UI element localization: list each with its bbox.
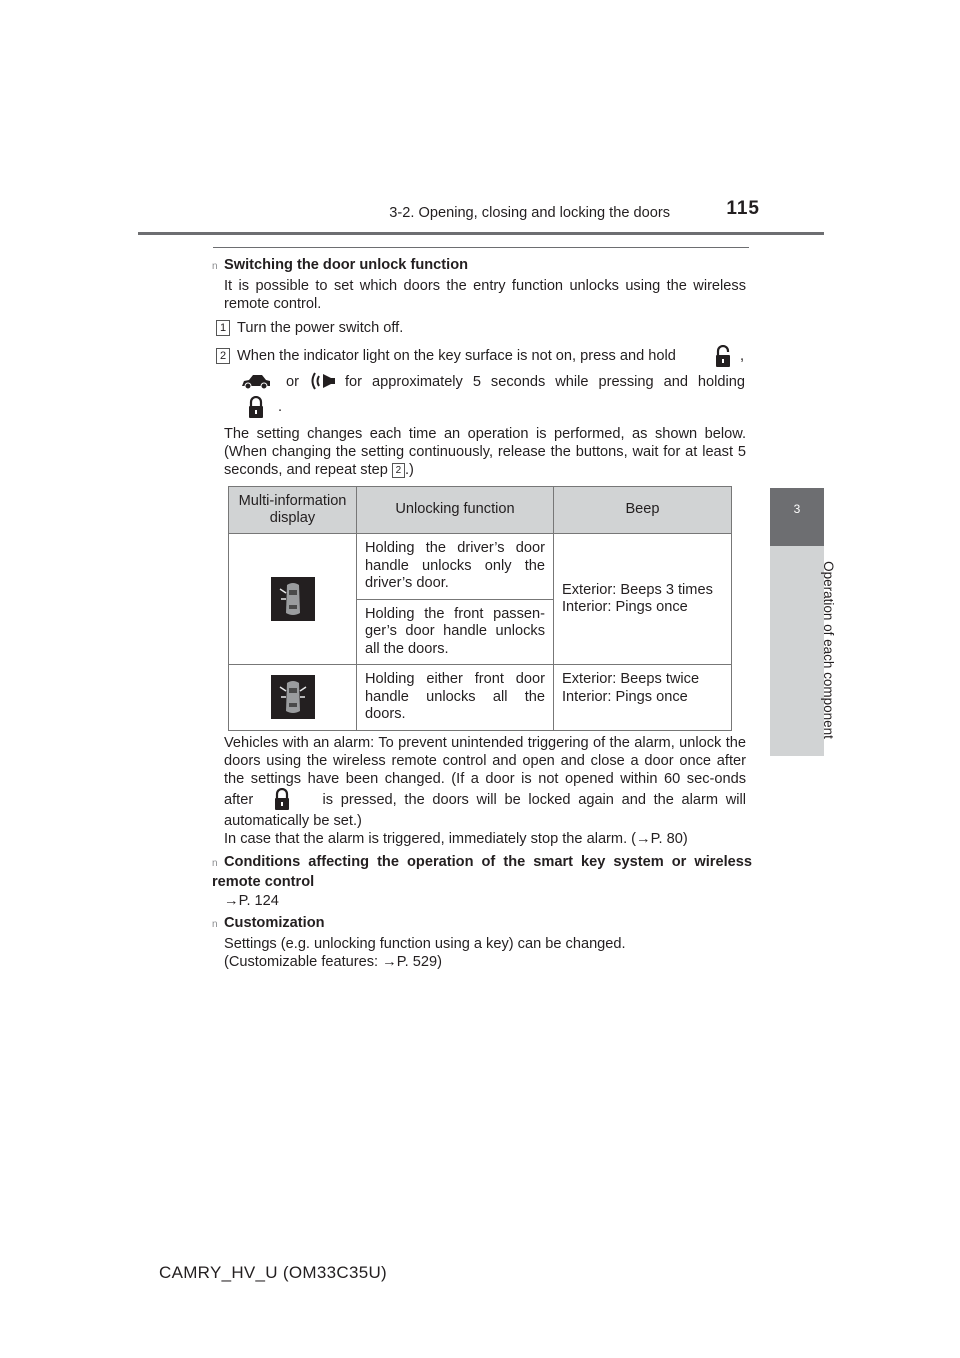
beep-exterior: Exterior: Beeps twice [562, 671, 700, 687]
table-row [229, 665, 732, 731]
lock-icon [273, 788, 291, 812]
customization-title: Customization [224, 915, 325, 931]
function-cell: Holding the driver’s door handle unlocks only the driver’s door. [357, 534, 554, 600]
conditions-heading [212, 853, 752, 891]
header-display: Multi-information display [229, 487, 357, 534]
section-title: 3-2. Opening, closing and locking the doors [389, 205, 670, 221]
bullet-icon: n [212, 858, 218, 869]
model-code: CAMRY_HV_U (OM33C35U) [159, 1263, 387, 1282]
customization-text-b: (Customizable features: →P. 529) [224, 954, 442, 970]
function-cell: Holding either front door handle unlocks all the doors. [357, 665, 554, 731]
header-function: Unlocking function [357, 487, 554, 534]
conditions-title: Conditions affecting the operation of the smart key system or wireless remote control [212, 854, 752, 890]
trunk-icon [240, 372, 272, 395]
display-cell [229, 534, 357, 665]
table-row [229, 534, 732, 600]
page-number: 115 [726, 198, 760, 219]
customization-text-a: Settings (e.g. unlocking function using a key) can be changed. [224, 936, 626, 952]
beep-cell [554, 665, 732, 731]
beep-interior: Interior: Pings once [562, 688, 688, 705]
beep-interior: Interior: Pings once [562, 599, 688, 615]
bullet-icon: n [212, 261, 218, 272]
header-rule [138, 232, 824, 235]
table-header-row [229, 487, 732, 534]
switching-heading [212, 256, 752, 276]
step-2-text-a: When the indicator light on the key surface is not on, press and hold [237, 348, 676, 364]
switching-title: Switching the door unlock function [224, 257, 469, 273]
bullet-icon: n [212, 919, 218, 930]
step-2-text-b: for approximately 5 seconds while pressing and holding [345, 374, 745, 390]
lock-icon [714, 345, 732, 374]
display-cell [229, 665, 357, 731]
step-2-or: or [286, 374, 299, 390]
beep-cell [554, 534, 732, 665]
setting-note-end: .) [404, 462, 414, 478]
inline-step-2: 2 [392, 463, 405, 478]
step-1-text: Turn the power switch off. [237, 320, 404, 336]
driver-door-unlock-icon [271, 577, 315, 621]
step-2-period: . [278, 399, 283, 415]
alarm-text-c: In case that the alarm is triggered, immediately stop the alarm. (→P. 80) [224, 831, 688, 847]
chapter-title: Operation of each component [821, 561, 836, 739]
header-beep: Beep [554, 487, 732, 534]
chapter-strip [770, 546, 824, 756]
chapter-number: 3 [793, 502, 801, 516]
step-number-1: 1 [216, 320, 230, 336]
customization-heading [212, 914, 752, 934]
setting-note [224, 425, 746, 479]
function-cell: Holding the front passen-ger’s door handle unlocks all the doors. [357, 599, 554, 665]
lock-icon [247, 396, 265, 425]
setting-note-text: The setting changes each time an operation is performed, as shown below. (When changing the setting continuously, release the buttons, wait for at least 5 seconds, and repeat step [224, 426, 746, 478]
beep-exterior: Exterior: Beeps 3 times [562, 581, 713, 598]
step-number-2: 2 [216, 348, 230, 364]
content-rule [213, 247, 749, 248]
alarm-text-b: is pressed, the doors will be locked again and the alarm will automatically be set.) [224, 791, 746, 829]
switching-intro: It is possible to set which doors the entry function unlocks using the wireless remote control. [224, 278, 746, 312]
panic-icon [309, 370, 339, 397]
step-1 [216, 319, 746, 337]
step-2-comma: , [740, 348, 745, 364]
step-2-line1 [216, 347, 746, 365]
unlock-function-table [228, 486, 732, 731]
alarm-note [224, 734, 746, 848]
alarm-text-a: Vehicles with an alarm: To prevent unintended triggering of the alarm, unlock the doors using the wireless remote control and open and close a door once after the settings have been changed. (If a door is not opened within 60 sec-onds after [224, 735, 746, 808]
all-doors-unlock-icon [271, 675, 315, 719]
conditions-ref: →P. 124 [224, 893, 279, 909]
